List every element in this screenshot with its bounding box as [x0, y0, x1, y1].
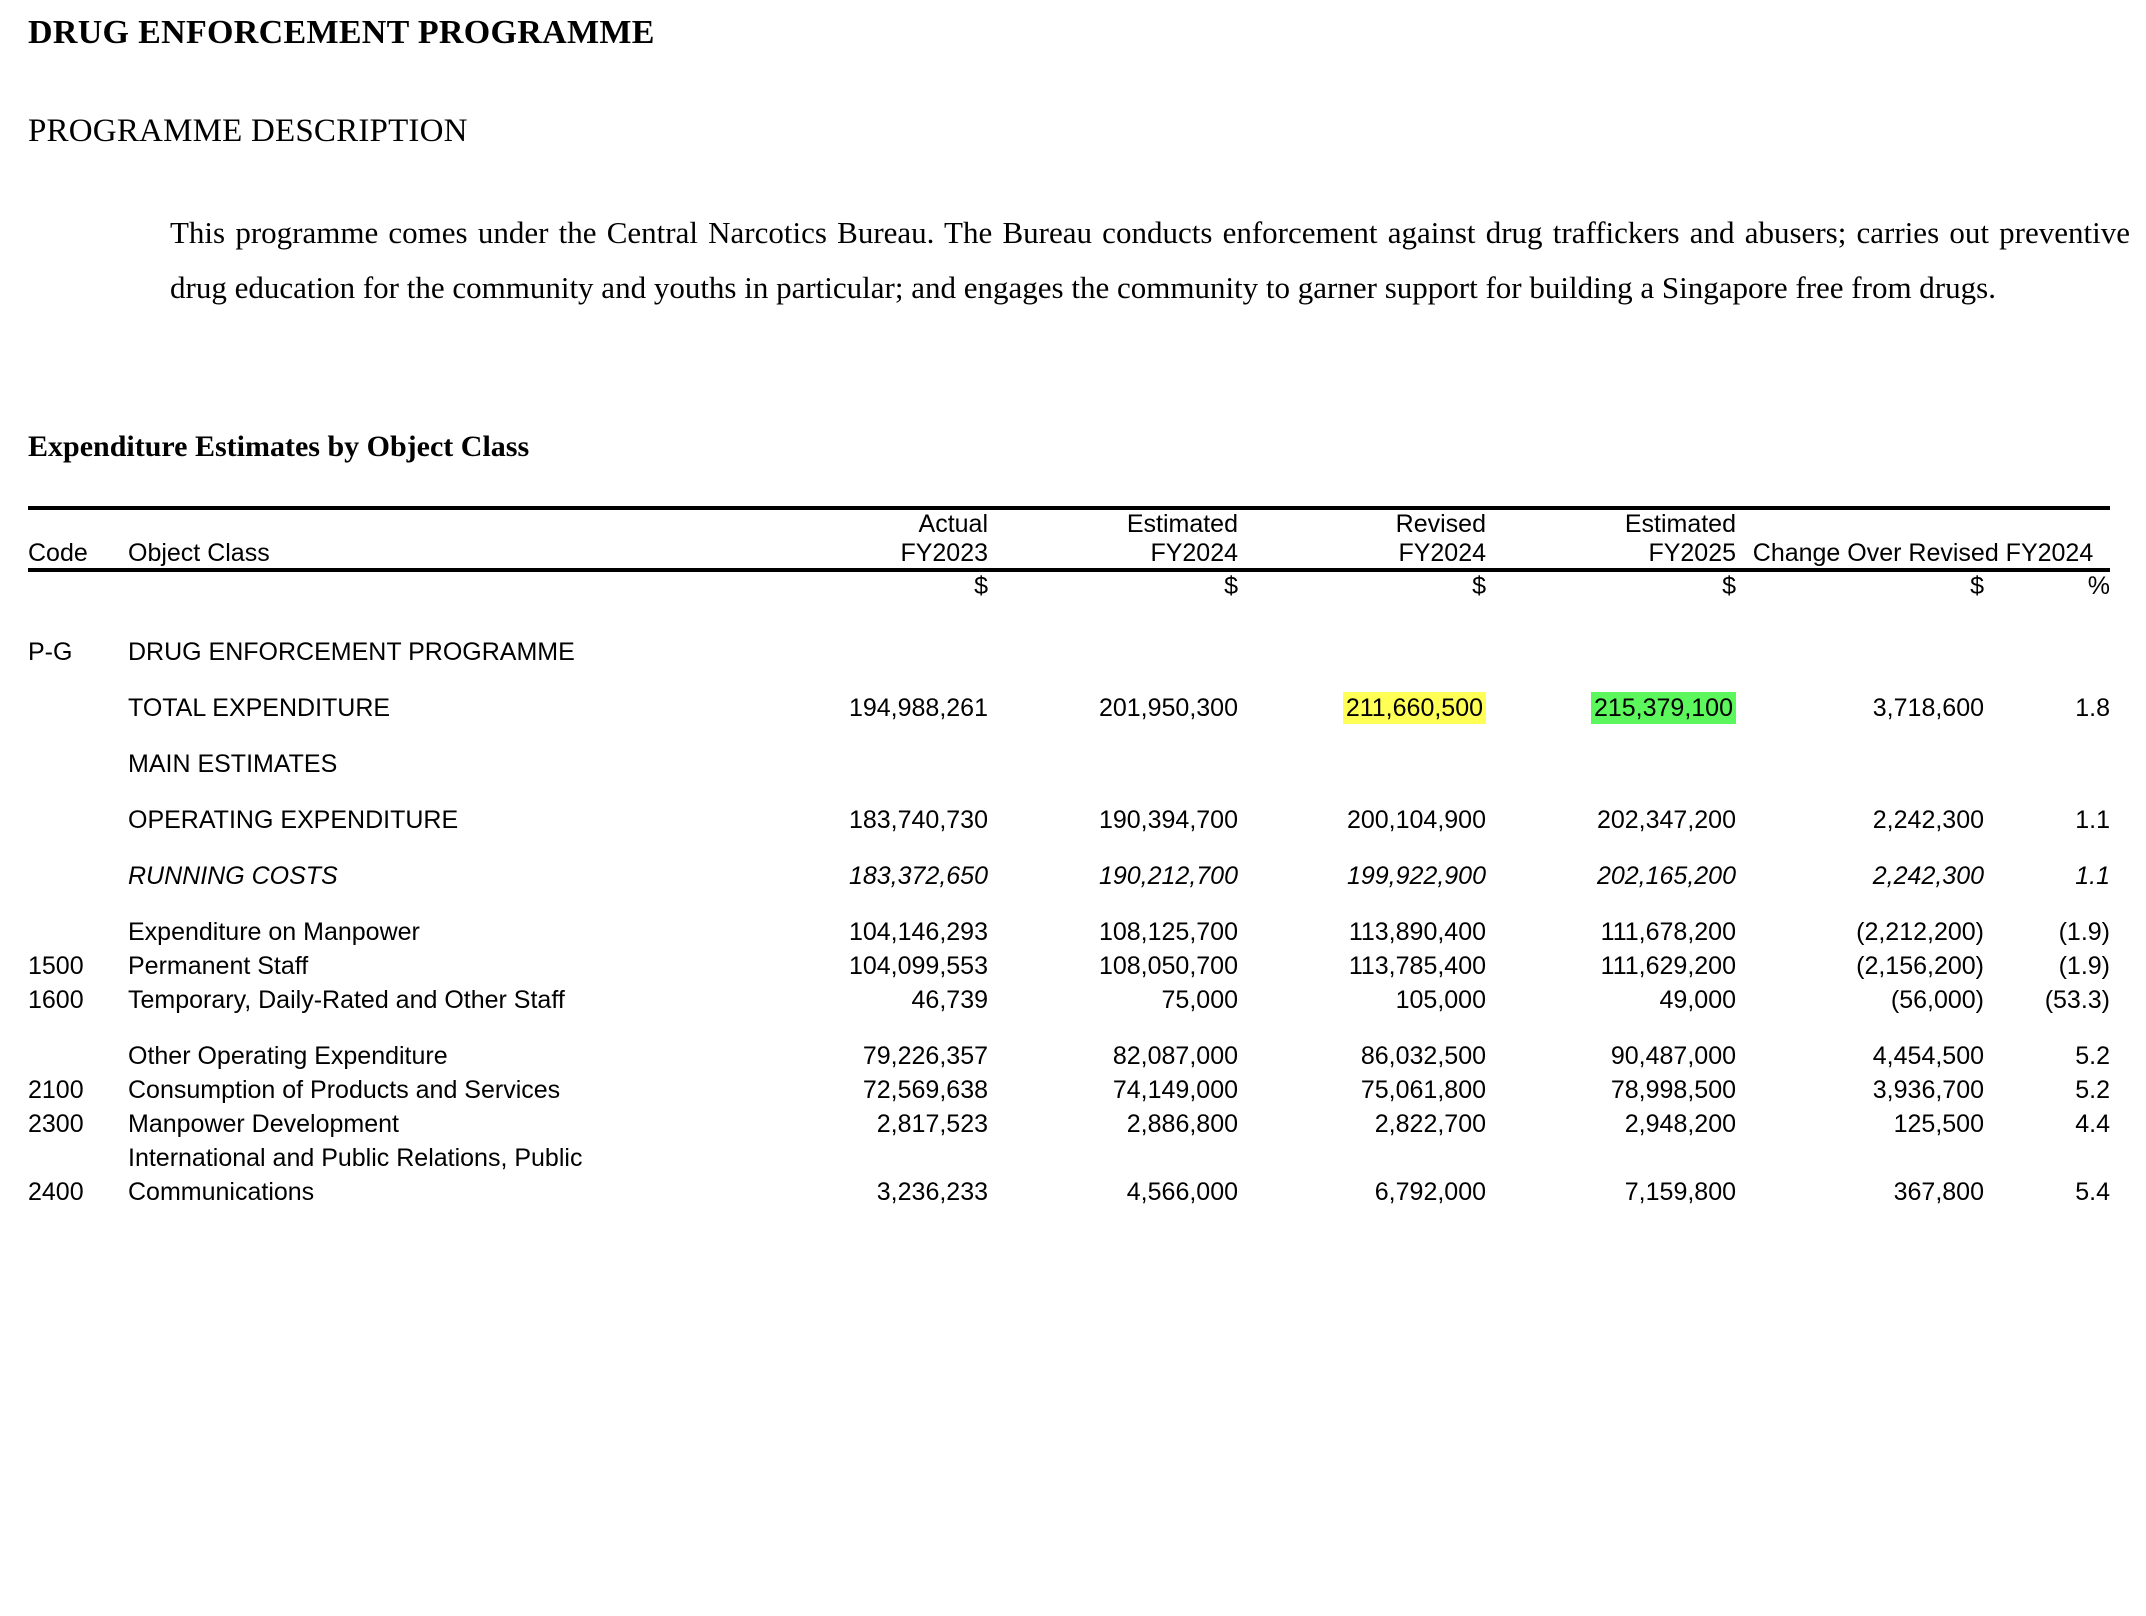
table-units-row [28, 572, 2110, 601]
cell-value-3 [1238, 635, 1486, 669]
table-row [28, 983, 2110, 1017]
unit-col6: % [2087, 572, 2110, 600]
cell-value-5: 2,242,300 [1872, 862, 1984, 890]
cell-code [28, 747, 128, 781]
unit-col4: $ [1722, 572, 1736, 600]
cell-value-1: 2,817,523 [876, 1110, 988, 1138]
unit-col1: $ [974, 572, 988, 600]
cell-value-6: 4.4 [2075, 1110, 2110, 1138]
cell-value-3: 6,792,000 [1374, 1178, 1486, 1206]
cell-code: 1600 [28, 986, 84, 1014]
cell-value-2: 75,000 [1161, 986, 1238, 1014]
cell-object-class: RUNNING COSTS [128, 862, 338, 890]
cell-code: 1500 [28, 952, 84, 980]
unit-blank-object-class [128, 572, 738, 601]
cell-value-6: 1.8 [2075, 694, 2110, 722]
cell-value-1: 183,740,730 [848, 806, 988, 834]
table-row [28, 803, 2110, 837]
expenditure-table-wrapper [28, 506, 2110, 1209]
cell-value-2 [988, 635, 1238, 669]
cell-value-4: 202,165,200 [1596, 862, 1736, 890]
cell-value-2: 190,212,700 [1098, 862, 1238, 890]
cell-value-1 [738, 635, 988, 669]
page-title: DRUG ENFORCEMENT PROGRAMME [28, 14, 655, 51]
cell-object-class: Expenditure on Manpower [128, 918, 420, 946]
cell-value-6: 5.4 [2075, 1178, 2110, 1206]
row-spacer [28, 893, 2110, 915]
header-blank-object-class [128, 510, 738, 539]
cell-value-5: 3,936,700 [1872, 1076, 1984, 1104]
unit-col5: $ [1970, 572, 1984, 600]
header-col2-top: Estimated [1126, 510, 1238, 538]
row-spacer [28, 781, 2110, 803]
header-change-blank-2 [1984, 510, 2110, 539]
cell-value-6 [1984, 747, 2110, 781]
table-header-row-top [28, 510, 2110, 539]
cell-value-6: (53.3) [2044, 986, 2110, 1014]
cell-object-class: Consumption of Products and Services [128, 1076, 561, 1104]
cell-value-3: 75,061,800 [1360, 1076, 1486, 1104]
cell-value-6: (1.9) [2058, 952, 2110, 980]
cell-value-4: 202,347,200 [1596, 806, 1736, 834]
highlighted-value: 211,660,500 [1343, 692, 1486, 724]
cell-value-1: 46,739 [911, 986, 988, 1014]
header-col1-bottom: FY2023 [900, 539, 988, 567]
cell-value-1: 104,146,293 [848, 918, 988, 946]
cell-value-4: 111,678,200 [1600, 918, 1736, 946]
table-row [28, 635, 2110, 669]
header-col2-bottom: FY2024 [1150, 539, 1238, 567]
table-row [28, 915, 2110, 949]
cell-object-class: MAIN ESTIMATES [128, 750, 338, 778]
cell-value-1: 79,226,357 [862, 1042, 988, 1070]
cell-value-4 [1486, 691, 1736, 725]
row-spacer [28, 601, 2110, 635]
cell-value-1: 3,236,233 [876, 1178, 988, 1206]
cell-value-4: 7,159,800 [1624, 1178, 1736, 1206]
table-row [28, 949, 2110, 983]
cell-value-4: 111,629,200 [1600, 952, 1736, 980]
expenditure-estimates-table [28, 506, 2110, 1209]
cell-value-1 [738, 747, 988, 781]
cell-object-class: International and Public Relations, Public Communications [128, 1144, 583, 1206]
cell-value-6 [1984, 635, 2110, 669]
cell-value-3: 2,822,700 [1374, 1110, 1486, 1138]
cell-value-6: 5.2 [2075, 1042, 2110, 1070]
cell-value-3 [1238, 747, 1486, 781]
cell-value-6: 5.2 [2075, 1076, 2110, 1104]
cell-value-1: 194,988,261 [848, 694, 988, 722]
cell-code: P-G [28, 638, 73, 666]
cell-value-6: 1.1 [2075, 862, 2110, 890]
cell-value-2: 108,125,700 [1098, 918, 1238, 946]
cell-value-5: 3,718,600 [1872, 694, 1984, 722]
cell-value-3: 199,922,900 [1346, 862, 1486, 890]
cell-value-5: (56,000) [1890, 986, 1984, 1014]
cell-value-2: 74,149,000 [1112, 1076, 1238, 1104]
header-change-blank-1 [1736, 510, 1984, 539]
header-col3-bottom: FY2024 [1398, 539, 1486, 567]
table-row [28, 691, 2110, 725]
section-heading-programme-description: PROGRAMME DESCRIPTION [28, 113, 468, 149]
table-row [28, 747, 2110, 781]
cell-value-5: (2,156,200) [1856, 952, 1984, 980]
cell-value-5 [1736, 635, 1984, 669]
cell-value-2: 82,087,000 [1112, 1042, 1238, 1070]
cell-code: 2300 [28, 1110, 84, 1138]
cell-value-3 [1238, 691, 1486, 725]
cell-value-6: 1.1 [2075, 806, 2110, 834]
table-row [28, 1039, 2110, 1073]
cell-value-5: (2,212,200) [1856, 918, 1984, 946]
table-heading-expenditure-estimates: Expenditure Estimates by Object Class [28, 430, 530, 463]
table-row [28, 1073, 2110, 1107]
header-blank-code [28, 510, 128, 539]
cell-object-class: Temporary, Daily-Rated and Other Staff [128, 986, 565, 1014]
cell-value-5: 367,800 [1893, 1178, 1984, 1206]
cell-code [28, 915, 128, 949]
cell-value-5: 2,242,300 [1872, 806, 1984, 834]
programme-description-paragraph: This programme comes under the Central Narcotics Bureau. The Bureau conducts enforcement against drug traffickers and abusers; carries out preventive drug education for the community and youths in particular; and engages the community to garner support for building a Singapore free from drugs. [170, 215, 2130, 305]
cell-code: 2400 [28, 1178, 84, 1206]
cell-code [28, 1039, 128, 1073]
table-row [28, 1141, 2110, 1209]
cell-value-1: 104,099,553 [848, 952, 988, 980]
cell-value-3: 113,890,400 [1348, 918, 1486, 946]
table-row [28, 1107, 2110, 1141]
cell-object-class: OPERATING EXPENDITURE [128, 806, 459, 834]
cell-object-class: TOTAL EXPENDITURE [128, 694, 391, 722]
cell-code [28, 803, 128, 837]
cell-value-4: 78,998,500 [1610, 1076, 1736, 1104]
header-code: Code [28, 539, 88, 567]
row-spacer [28, 1017, 2110, 1039]
cell-object-class: Other Operating Expenditure [128, 1042, 448, 1070]
row-spacer [28, 669, 2110, 691]
cell-value-4: 2,948,200 [1624, 1110, 1736, 1138]
cell-object-class: Manpower Development [128, 1110, 399, 1138]
unit-blank-code [28, 572, 128, 601]
header-col4-bottom: FY2025 [1648, 539, 1736, 567]
cell-value-1: 183,372,650 [848, 862, 988, 890]
cell-value-2: 2,886,800 [1126, 1110, 1238, 1138]
cell-value-4: 90,487,000 [1610, 1042, 1736, 1070]
cell-value-3: 86,032,500 [1360, 1042, 1486, 1070]
header-object-class: Object Class [128, 539, 270, 567]
cell-value-3: 113,785,400 [1348, 952, 1486, 980]
cell-value-5: 125,500 [1893, 1110, 1984, 1138]
unit-col2: $ [1224, 572, 1238, 600]
cell-value-2: 108,050,700 [1098, 952, 1238, 980]
cell-value-2 [988, 747, 1238, 781]
cell-code: 2100 [28, 1076, 84, 1104]
row-spacer [28, 725, 2110, 747]
cell-object-class: Permanent Staff [128, 952, 309, 980]
cell-code [28, 691, 128, 725]
highlighted-value: 215,379,100 [1591, 692, 1736, 724]
cell-value-4 [1486, 635, 1736, 669]
cell-value-3: 105,000 [1395, 986, 1486, 1014]
cell-value-6: (1.9) [2058, 918, 2110, 946]
cell-value-2: 4,566,000 [1126, 1178, 1238, 1206]
header-col1-top: Actual [918, 510, 988, 538]
header-change-over-revised: Change Over Revised FY2024 [1752, 539, 2094, 567]
cell-value-2: 201,950,300 [1098, 694, 1238, 722]
cell-value-2: 190,394,700 [1098, 806, 1238, 834]
unit-col3: $ [1472, 572, 1486, 600]
cell-value-4: 49,000 [1659, 986, 1736, 1014]
cell-value-5 [1736, 747, 1984, 781]
table-row [28, 859, 2110, 893]
cell-value-1: 72,569,638 [862, 1076, 988, 1104]
header-col3-top: Revised [1395, 510, 1486, 538]
cell-object-class: DRUG ENFORCEMENT PROGRAMME [128, 638, 575, 666]
cell-value-4 [1486, 747, 1736, 781]
table-header-row-bottom [28, 539, 2110, 570]
row-spacer [28, 837, 2110, 859]
header-col4-top: Estimated [1624, 510, 1736, 538]
cell-code [28, 859, 128, 893]
cell-value-3: 200,104,900 [1346, 806, 1486, 834]
cell-value-5: 4,454,500 [1872, 1042, 1984, 1070]
